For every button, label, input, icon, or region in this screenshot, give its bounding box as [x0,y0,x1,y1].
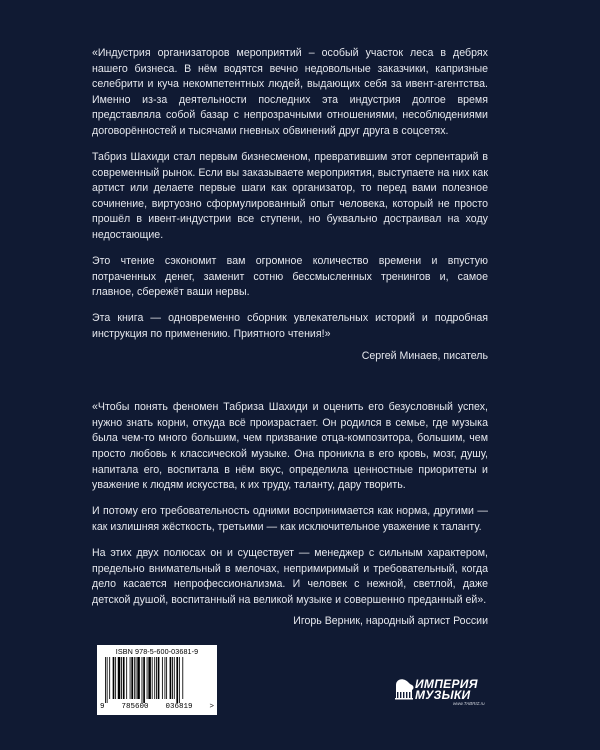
review1-author: Сергей Минаев, писатель [361,349,488,362]
back-cover-text [92,46,488,630]
barcode-digit-end: > [209,703,214,711]
barcode-bar [154,657,155,699]
barcode-digit-lead: 9 [100,703,105,711]
isbn-barcode [97,645,217,715]
review2-paragraph-3: На этих двух полюсах он и существует — менеджер с сильным характером, предельно внимательный в мелочах, непримиримый и требовательный, когда дело касается непрофессионализма. И человек с нежной, светлой, даже детской душой, воспитанный на великой музыке и совершенно преданный ей». [92,546,488,606]
barcode-digit-group-2: 036819 [165,703,193,711]
review2-author: Игорь Верник, народный артист России [293,615,488,628]
barcode-bar [118,657,121,699]
review1-paragraph-3: Это чтение сэкономит вам огромное количество времени и впустую потраченных денег, заменит сотню бессмысленных тренингов и, самое главное, сбережёт ваши нервы. [92,255,488,299]
barcode-bar [148,657,151,699]
barcode-bar [142,657,143,703]
barcode-bar [152,657,153,699]
barcode-bars [103,657,211,703]
barcode-bar [113,657,115,699]
barcode-bar [134,657,135,699]
barcode-bar [109,657,110,699]
barcode-bar [105,657,106,703]
barcode-bar [165,657,166,699]
barcode-bar [115,657,116,699]
barcode-bar [174,657,175,699]
review2-paragraph-1: «Чтобы понять феномен Табриза Шахиди и оценить его безусловный успех, нужно знать корни, откуда всё произрастает. Он родился в семье, где музыка была чем-то много большим, чем призвание отца-композитора, большим, чем просто любовь к классической музыке. Она проникла в его кровь, мозг, душу, напитала его, воспитала в нём вкус, определила ценностные приоритеты и уважение к людям искусства, к их труду, таланту, дару творить. [92,401,488,492]
review-igor-vernik [92,400,488,630]
barcode-bar [147,657,148,699]
review1-paragraph-4: Эта книга — одновременно сборник увлекательных историй и подробная инструкция по применению. Приятного чтения!» [92,312,488,340]
barcode-bar [143,657,145,703]
barcode-bar [137,657,140,699]
review1-paragraph-1: «Индустрия организаторов мероприятий – особый участок леса в дебрях нашего бизнеса. В нём водятся вечно недовольные заказчики, капризные селебрити и куча некомпетентных людей, выдающих себя за ивент-агентства. Именно из-за деятельности последних эта индустрия долгое время представляла собой базар с непрозрачными отношениями, несоблюдениями договорённостей и тысячами гневных обвинений друг друга в соцсетях. [92,47,488,137]
barcode-bar [107,657,108,703]
barcode-digit-group-1: 785600 [121,703,149,711]
review2-paragraph-2: И потому его требовательность одними воспринимается как норма, другими — как излишняя жёсткость, третьими — как исключительное уважение к таланту. [92,505,488,533]
barcode-bar [176,657,178,703]
isbn-number: ISBN 978-5-600-03681-9 [115,647,199,656]
barcode-bar [170,657,172,699]
publisher-logo [393,676,489,710]
barcode-bar [136,657,137,699]
publisher-name-line2: МУЗЫКИ [415,688,471,702]
barcode-bar [123,657,125,699]
barcode-bar [126,657,127,699]
barcode-bar [130,657,131,699]
barcode-bar [156,657,157,699]
barcode-bar [162,657,163,699]
review1-paragraph-2: Табриз Шахиди стал первым бизнесменом, превратившим этот серпентарий в современный рынок. Если вы заказываете мероприятия, выступаете на них как артист или делаете первые шаги как организатор, то перед вами полезное сочинение, виртуозно сформулированный опыт человека, который не просто прошёл в ивент-индустрии все ступени, но буквально достраивал на ходу недостающие. [92,151,488,242]
barcode-bar [121,657,122,699]
piano-icon [393,676,417,702]
barcode-bar [179,657,180,703]
barcode-bar [166,657,167,699]
barcode-digits [97,703,217,711]
barcode-bar [131,657,133,699]
barcode-bar [182,657,183,699]
barcode-bar [158,657,160,699]
review-sergey-minaev [92,46,488,364]
publisher-name-line1: ИМПЕРИЯ [415,677,478,691]
barcode-bar [172,657,173,699]
publisher-url: www.TABRIZ.ru [453,701,485,706]
